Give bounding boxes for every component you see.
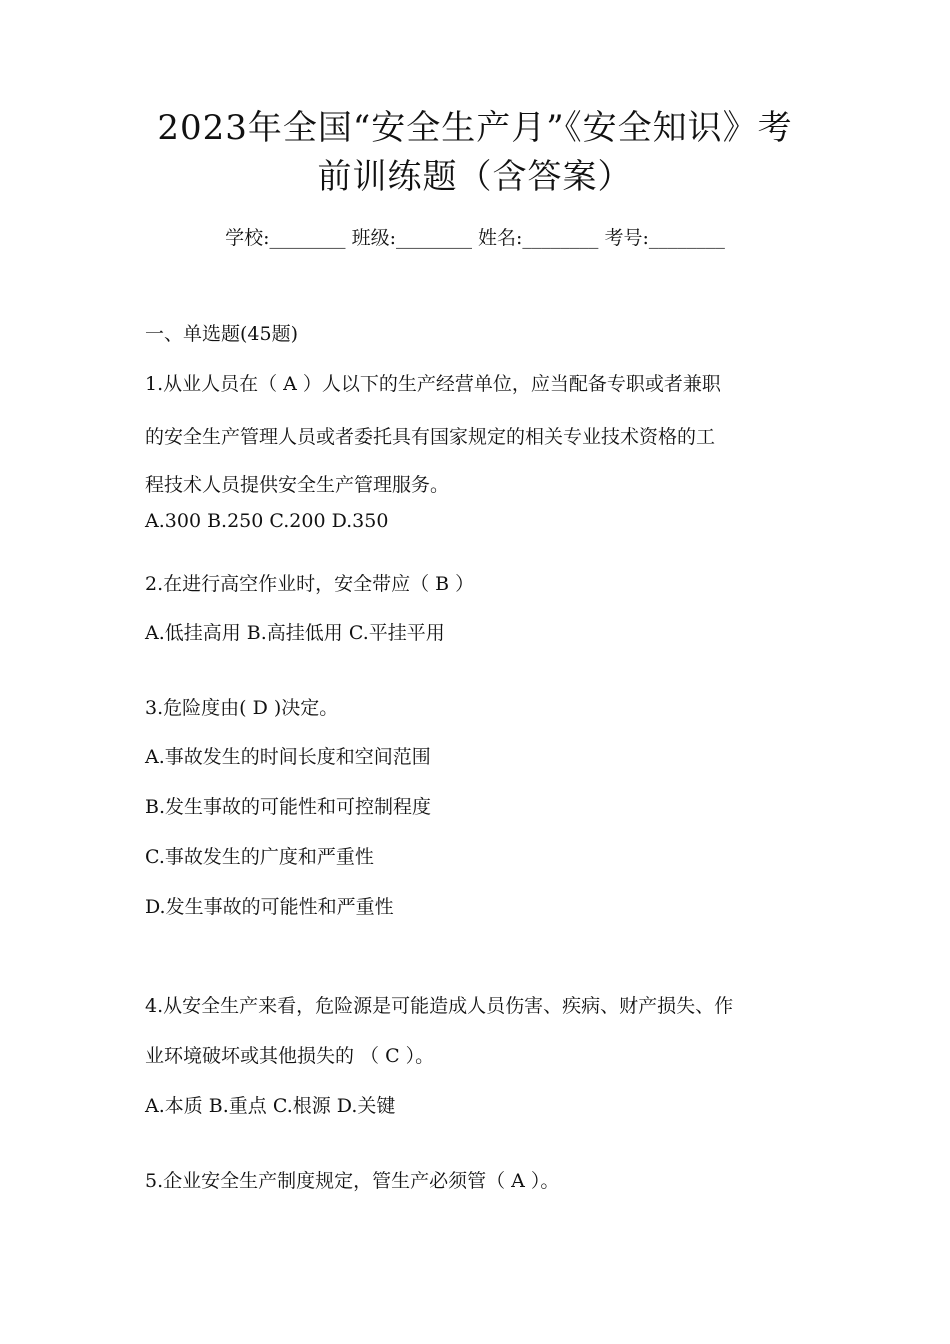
question-1-options: A.300 B.250 C.200 D.350 xyxy=(145,510,389,532)
question-4-line-1: 4.从安全生产来看，危险源是可能造成人员伤害、疾病、财产损失、作 xyxy=(145,995,734,1017)
question-1-line-2: 的安全生产管理人员或者委托具有国家规定的相关专业技术资格的工 xyxy=(145,426,716,448)
student-info-fields: 学校:________ 班级:________ 姓名:________ 考号:________ xyxy=(225,227,725,249)
document-title-line-2: 前训练题（含答案） xyxy=(317,157,633,197)
question-2-line-1: 2.在进行高空作业时，安全带应（ B ） xyxy=(145,573,475,595)
question-3-line-1: 3.危险度由( D )决定。 xyxy=(145,697,339,719)
section-heading: 一、单选题(45题) xyxy=(145,323,299,345)
question-2-options: A.低挂高用 B.高挂低用 C.平挂平用 xyxy=(145,622,445,644)
question-1-line-3: 程技术人员提供安全生产管理服务。 xyxy=(145,474,450,496)
document-title-line-1: 2023年全国“安全生产月”《安全知识》考 xyxy=(157,108,793,148)
question-5-line-1: 5.企业安全生产制度规定，管生产必须管（ A ）。 xyxy=(145,1170,560,1192)
question-1-line-1: 1.从业人员在（ A ）人以下的生产经营单位，应当配备专职或者兼职 xyxy=(145,373,721,395)
question-4-line-2: 业环境破坏或其他损失的 （ C ）。 xyxy=(145,1045,435,1067)
question-4-options: A.本质 B.重点 C.根源 D.关键 xyxy=(145,1095,396,1117)
question-3-option-c: C.事故发生的广度和严重性 xyxy=(145,846,374,868)
question-3-option-d: D.发生事故的可能性和严重性 xyxy=(145,896,394,918)
question-3-option-b: B.发生事故的可能性和可控制程度 xyxy=(145,796,432,818)
question-3-option-a: A.事故发生的时间长度和空间范围 xyxy=(145,746,431,768)
